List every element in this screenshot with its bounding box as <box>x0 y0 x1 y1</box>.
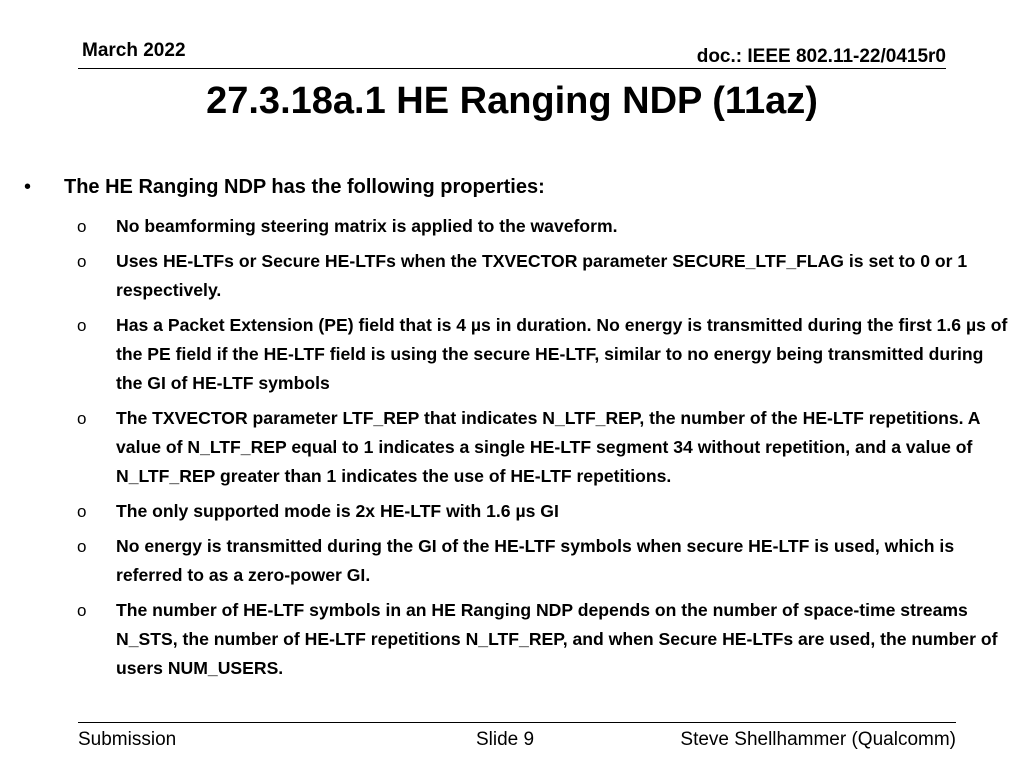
sub-bullet-marker: o <box>77 217 87 236</box>
footer-divider <box>78 722 956 723</box>
footer-author: Steve Shellhammer (Qualcomm) <box>680 729 956 750</box>
list-item-text: Has a Packet Extension (PE) field that is 4 µs in duration. No energy is transmitted during the first 1.6 µs of the PE field if the HE-LTF field is using the secure HE-LTF, similar to no energy being transmitted during the GI of HE-LTF symbols <box>116 315 1008 393</box>
sub-bullet-marker: o <box>77 409 87 428</box>
list-item-text: The number of HE-LTF symbols in an HE Ranging NDP depends on the number of space-time streams N_STS, the number of HE-LTF repetitions N_LTF_REP, and when Secure HE-LTFs are used, the number of users NUM_USERS. <box>116 600 998 678</box>
sub-bullet-marker: o <box>77 537 87 556</box>
list-item <box>74 311 1010 398</box>
list-item-text: The TXVECTOR parameter LTF_REP that indicates N_LTF_REP, the number of the HE-LTF repetitions. A value of N_LTF_REP equal to 1 indicates a single HE-LTF segment 34 without repetition, and a value of N_LTF_REP greater than 1 indicates the use of HE-LTF repetitions. <box>116 408 980 486</box>
property-list <box>74 212 1010 689</box>
list-item-text: Uses HE-LTFs or Secure HE-LTFs when the TXVECTOR parameter SECURE_LTF_FLAG is set to 0 or 1 respectively. <box>116 251 968 300</box>
list-item <box>74 497 1010 526</box>
document-id: doc.: IEEE 802.11-22/0415r0 <box>696 46 946 67</box>
bullet-marker: • <box>24 176 32 198</box>
list-item <box>74 212 1010 241</box>
footer-submission: Submission <box>78 729 177 750</box>
list-item-text: No beamforming steering matrix is applied to the waveform. <box>116 216 618 236</box>
sub-bullet-marker: o <box>77 252 87 271</box>
list-item <box>74 596 1010 683</box>
header-date: March 2022 <box>82 40 186 61</box>
slide-number: Slide 9 <box>476 729 535 750</box>
main-bullet-text: The HE Ranging NDP has the following properties: <box>64 176 545 198</box>
list-item-text: No energy is transmitted during the GI of the HE-LTF symbols when secure HE-LTF is used, which is referred to as a zero-power GI. <box>116 536 955 585</box>
sub-bullet-marker: o <box>77 316 87 335</box>
slide-title: 27.3.18a.1 HE Ranging NDP (11az) <box>206 80 818 122</box>
sub-bullet-marker: o <box>77 502 87 521</box>
list-item <box>74 404 1010 491</box>
list-item-text: The only supported mode is 2x HE-LTF with 1.6 µs GI <box>116 501 559 521</box>
sub-bullet-marker: o <box>77 601 87 620</box>
list-item <box>74 247 1010 305</box>
header-divider <box>78 68 946 69</box>
list-item <box>74 532 1010 590</box>
